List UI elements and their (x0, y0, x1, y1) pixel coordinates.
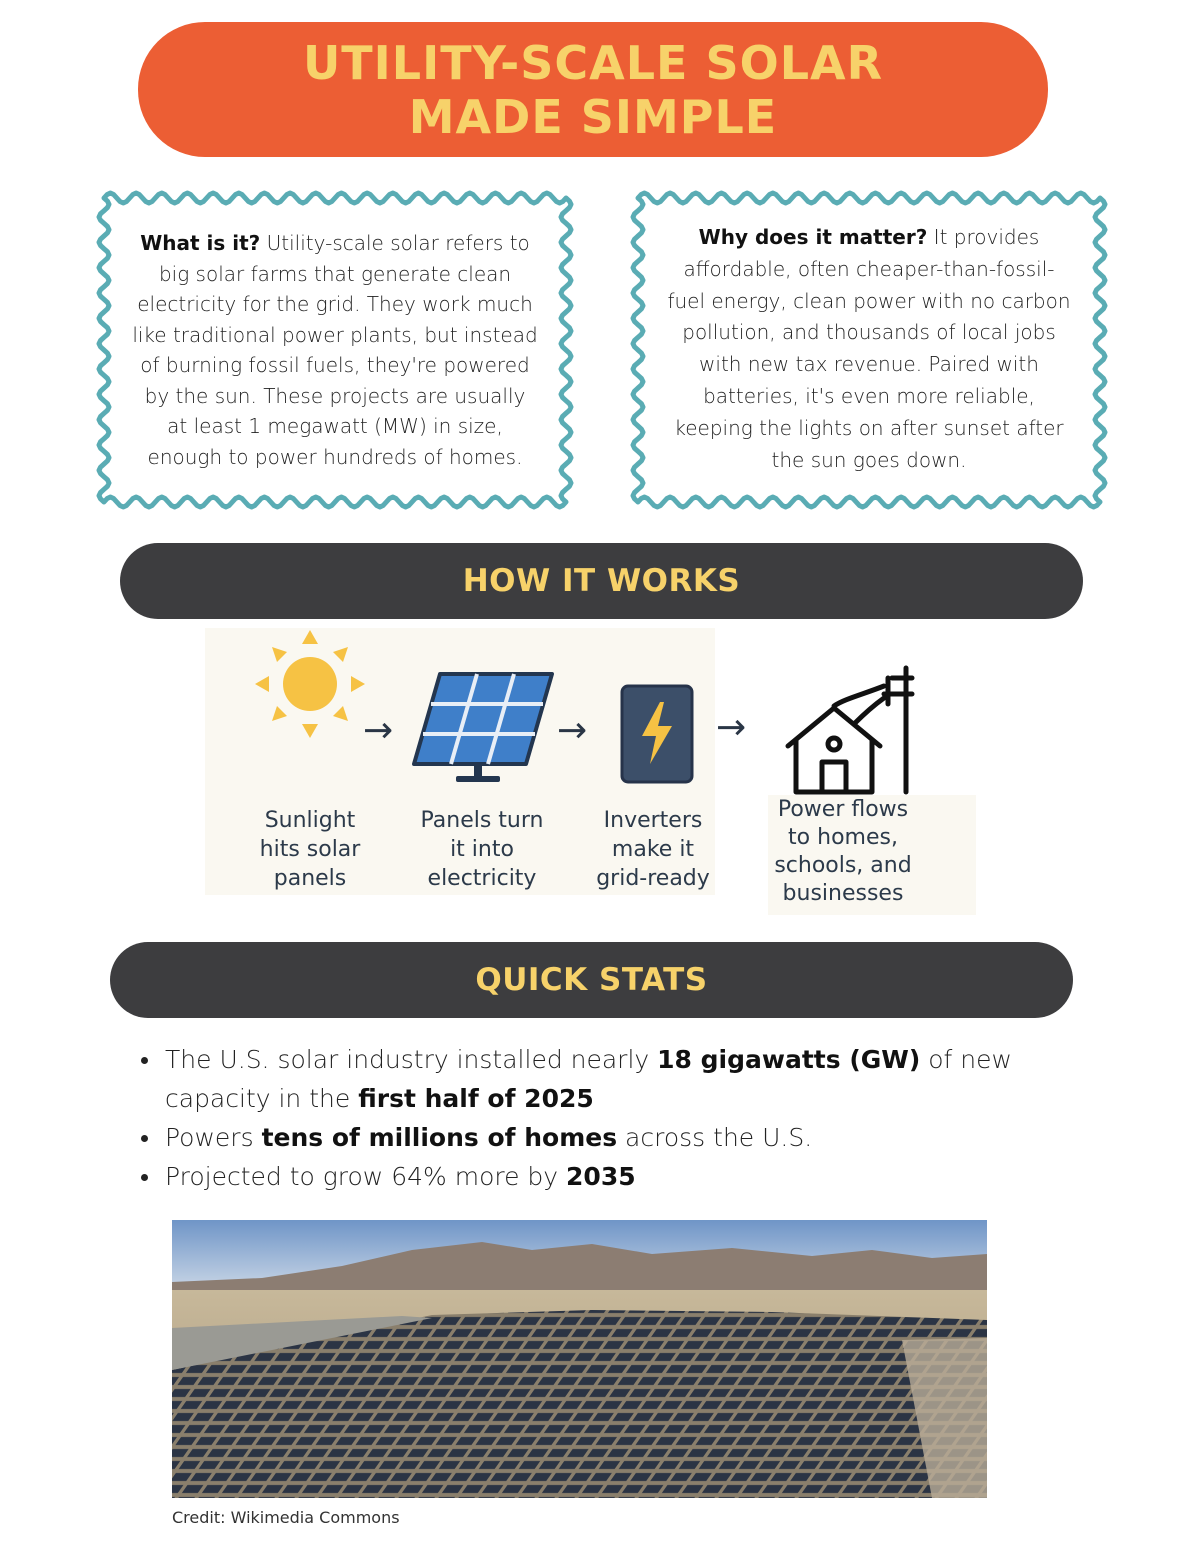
what-is-it-box-text: Utility-scale solar refers to big solar farms that generate clean electricity for the grid. They work much like traditional power plants, but instead of burning fossil fuels, they're powered by the sun. These projects are usually at least 1 megawatt (MW) in size, enough to power hundreds of homes. (132, 231, 538, 469)
stat-text: across the U.S. (617, 1123, 813, 1152)
solar-farm-photo (172, 1220, 987, 1498)
house-power-pole-icon (784, 664, 918, 796)
stat-highlight: 18 gigawatts (GW) (657, 1045, 921, 1074)
arrow-icon: → (716, 707, 747, 748)
inverter-icon (620, 684, 694, 784)
stat-text: Powers (165, 1123, 262, 1152)
page-title-line-1: UTILITY-SCALE SOLAR (302, 35, 884, 90)
what-is-it-box-heading: What is it? (140, 231, 261, 255)
stat-text: of new capacity in the (165, 1045, 1012, 1113)
step-label-sunlight: Sunlight hits solar panels (259, 808, 361, 891)
how-it-works-header: HOW IT WORKS (120, 543, 1083, 619)
stat-text: Projected to grow 64% more by (165, 1162, 567, 1191)
step-label-panels: Panels turn it into electricity (420, 808, 544, 891)
page-title-line-2: MADE SIMPLE (408, 89, 778, 144)
solar-panel-icon (412, 670, 554, 786)
stat-highlight: 2035 (566, 1162, 636, 1191)
arrow-icon: → (557, 710, 588, 751)
what-is-it-box (92, 186, 578, 514)
arrow-icon: → (363, 710, 394, 751)
step-label-inverters: Inverters make it grid-ready (596, 808, 710, 891)
quick-stats-header: QUICK STATS (110, 942, 1073, 1018)
quick-stats-list (135, 1040, 1035, 1196)
title-banner (138, 22, 1048, 157)
stat-text: The U.S. solar industry installed nearly (165, 1045, 658, 1074)
stat-highlight: tens of millions of homes (261, 1123, 618, 1152)
stat-item (135, 1157, 1035, 1196)
why-it-matters-box-text: It provides affordable, often cheaper-than-fossil-fuel energy, clean power with no carbon pollution, and thousands of local jobs with new tax revenue. Paired with batteries, it's even more reliable, keeping the lights on after sunset after the sun goes down. (667, 225, 1071, 472)
why-it-matters-box-heading: Why does it matter? (698, 225, 928, 249)
why-it-matters-box (626, 186, 1112, 514)
solar-farm-photo-image (172, 1220, 987, 1498)
stat-highlight: first half of 2025 (358, 1084, 594, 1113)
sun-icon (255, 630, 365, 738)
stat-item (135, 1040, 1035, 1118)
step-label-power-flows: Power flows to homes, schools, and businesses (774, 797, 912, 906)
stat-item (135, 1118, 1035, 1157)
photo-credit: Credit: Wikimedia Commons (172, 1508, 400, 1527)
